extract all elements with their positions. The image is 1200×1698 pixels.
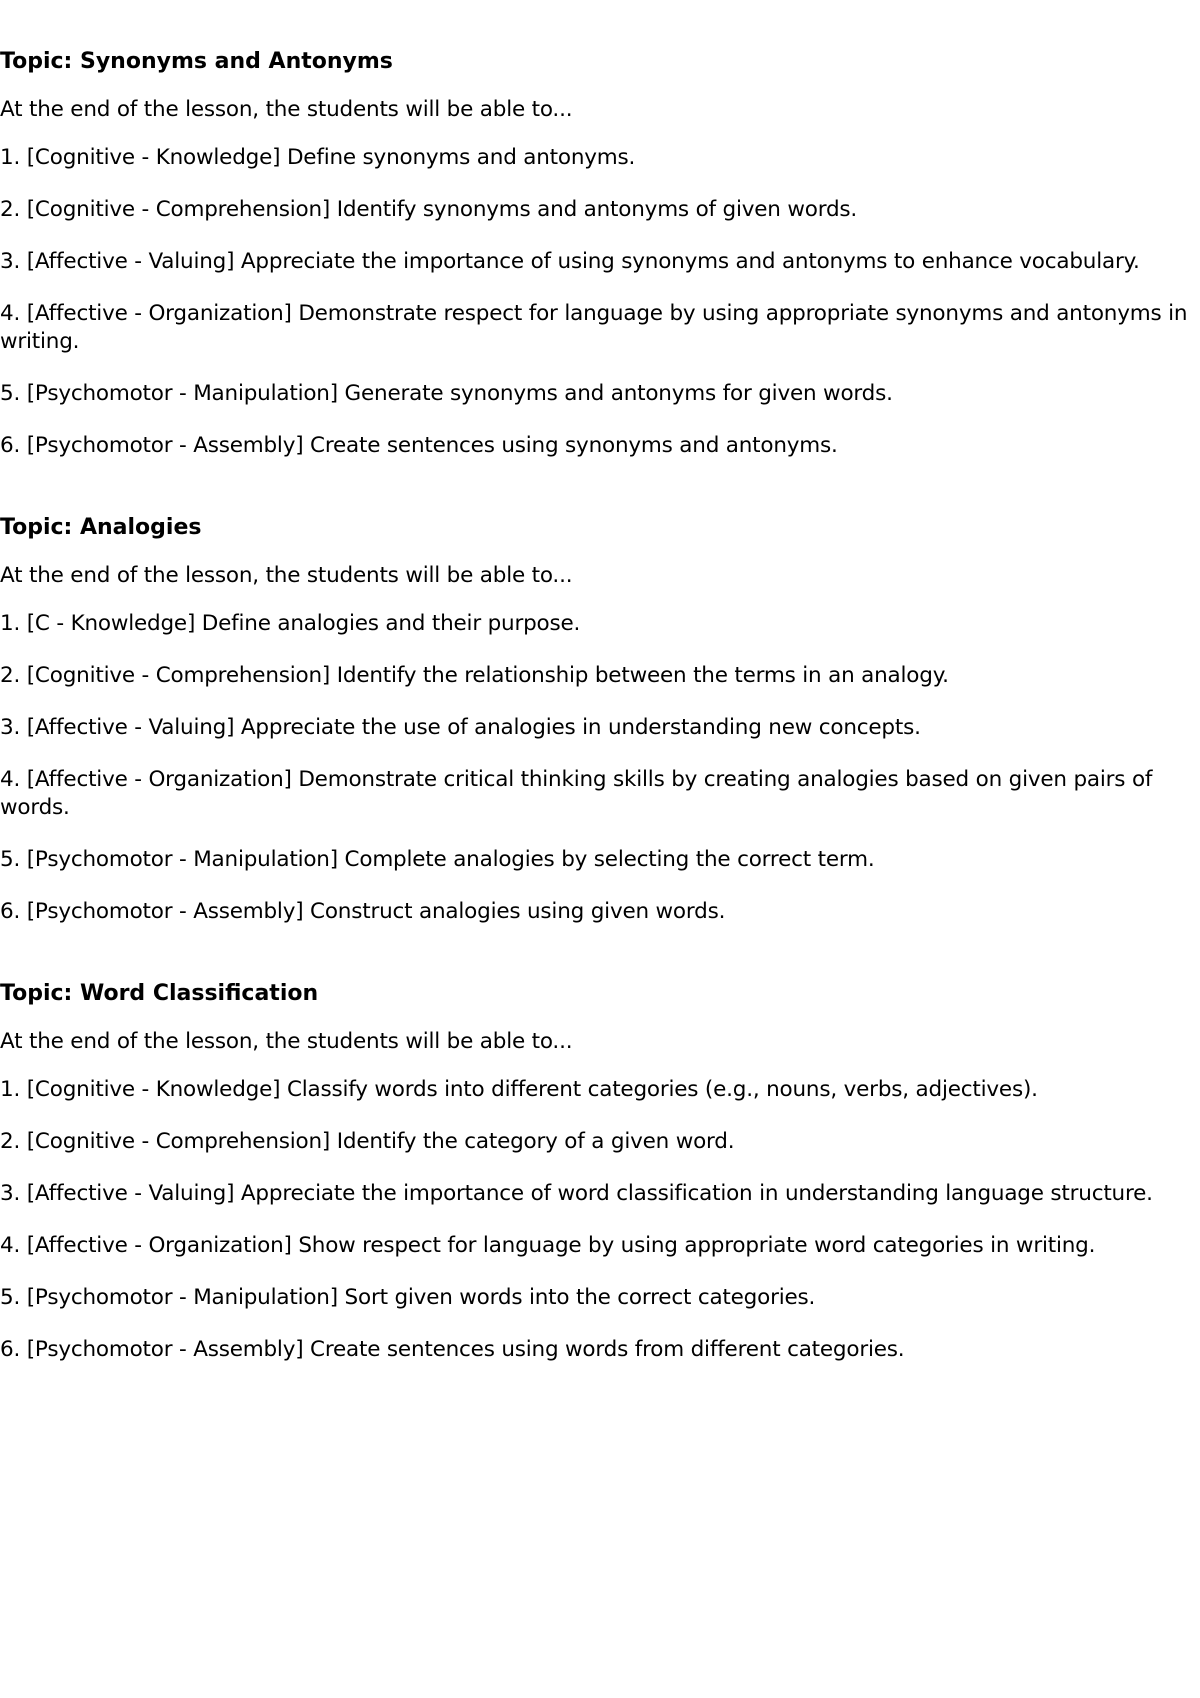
objective-item: 5. [Psychomotor - Manipulation] Complete analogies by selecting the correct term. [0, 847, 875, 872]
objective-item: 3. [Affective - Valuing] Appreciate the use of analogies in understanding new concepts. [0, 715, 921, 740]
document-page [0, 44, 1200, 1414]
topic-intro: At the end of the lesson, the students will be able to... [0, 563, 573, 588]
topic-title: Topic: Analogies [0, 515, 202, 540]
objective-item: 5. [Psychomotor - Manipulation] Sort given words into the correct categories. [0, 1285, 816, 1310]
objective-item: 3. [Affective - Valuing] Appreciate the importance of word classification in understanding language structure. [0, 1181, 1153, 1206]
objective-item: 6. [Psychomotor - Assembly] Construct analogies using given words. [0, 899, 726, 924]
objective-item: 1. [C - Knowledge] Define analogies and their purpose. [0, 611, 581, 636]
objective-item: 3. [Affective - Valuing] Appreciate the importance of using synonyms and antonyms to enhance vocabulary. [0, 249, 1140, 274]
topic-title: Topic: Word Classification [0, 981, 319, 1006]
objective-item: 6. [Psychomotor - Assembly] Create sentences using synonyms and antonyms. [0, 433, 838, 458]
topic-intro: At the end of the lesson, the students will be able to... [0, 97, 573, 122]
objective-item: 1. [Cognitive - Knowledge] Classify words into different categories (e.g., nouns, verbs, adjectives). [0, 1077, 1038, 1102]
objective-item: 2. [Cognitive - Comprehension] Identify the category of a given word. [0, 1129, 735, 1154]
topic-intro: At the end of the lesson, the students will be able to... [0, 1029, 573, 1054]
topic-analogies [0, 510, 1200, 926]
objective-item: 2. [Cognitive - Comprehension] Identify the relationship between the terms in an analogy. [0, 663, 949, 688]
objective-item: 2. [Cognitive - Comprehension] Identify synonyms and antonyms of given words. [0, 197, 858, 222]
topic-word-classification [0, 976, 1200, 1364]
objective-item: 5. [Psychomotor - Manipulation] Generate synonyms and antonyms for given words. [0, 381, 893, 406]
objective-item: 4. [Affective - Organization] Show respect for language by using appropriate word categories in writing. [0, 1233, 1096, 1258]
objective-item: 6. [Psychomotor - Assembly] Create sentences using words from different categories. [0, 1337, 905, 1362]
topic-synonyms-antonyms [0, 44, 1200, 460]
topic-title: Topic: Synonyms and Antonyms [0, 49, 393, 74]
objective-item: 1. [Cognitive - Knowledge] Define synonyms and antonyms. [0, 145, 636, 170]
objective-item: 4. [Affective - Organization] Demonstrate critical thinking skills by creating analogies based on given pairs of words. [0, 767, 1153, 820]
objective-item: 4. [Affective - Organization] Demonstrate respect for language by using appropriate synonyms and antonyms in writing. [0, 301, 1188, 354]
